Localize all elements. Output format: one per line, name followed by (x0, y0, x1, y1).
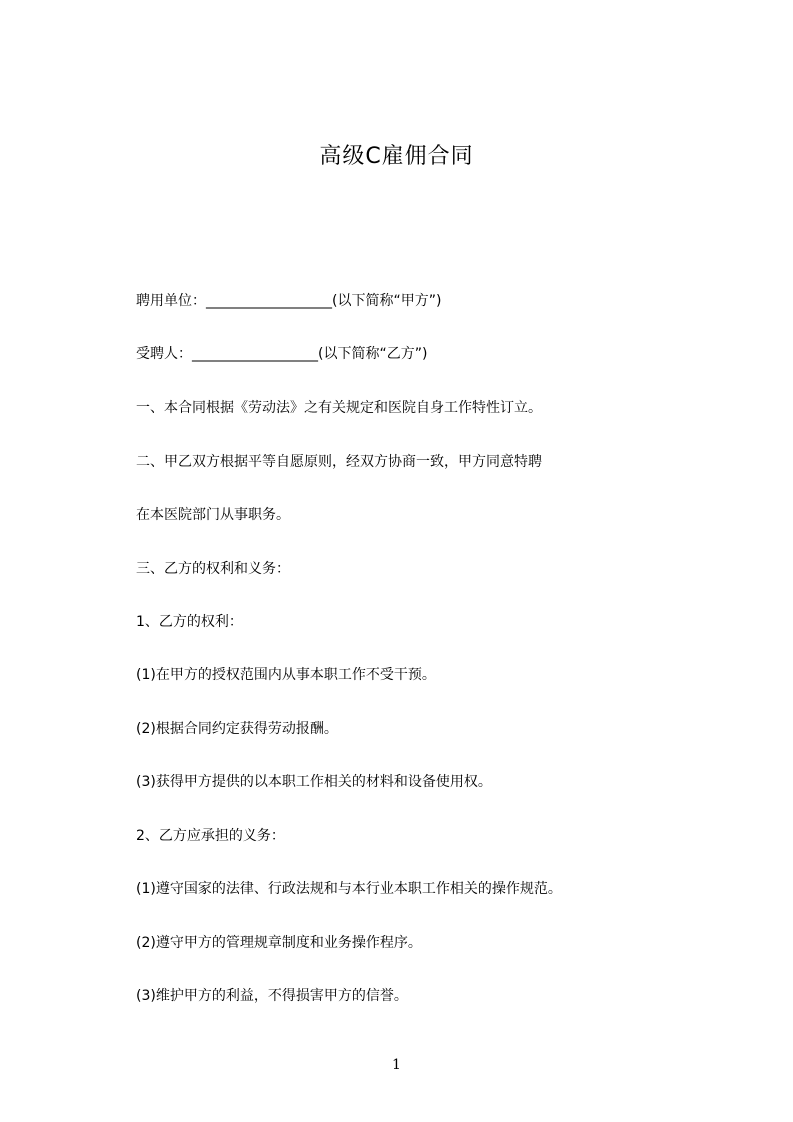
clause-3-heading: 三、乙方的权利和义务： (136, 561, 290, 577)
clause-1: 一、本合同根据《劳动法》之有关规定和医院自身工作特性订立。 (136, 400, 542, 416)
right-item-1: (1)在甲方的授权范围内从事本职工作不受干预。 (136, 667, 436, 683)
right-item-3: (3)获得甲方提供的以本职工作相关的材料和设备使用权。 (136, 774, 492, 790)
document-title: 高级C雇佣合同 (319, 144, 474, 169)
obligations-heading: 2、乙方应承担的义务： (136, 828, 285, 844)
obligation-item-3: (3)维护甲方的利益，不得损害甲方的信誉。 (136, 988, 408, 1004)
rights-heading: 1、乙方的权利： (136, 614, 243, 630)
page-number: 1 (392, 1057, 401, 1073)
employer-line: 聘用单位：__________________(以下简称“甲方”) (136, 293, 442, 309)
right-item-2: (2)根据合同约定获得劳动报酬。 (136, 721, 338, 737)
employee-line: 受聘人：__________________(以下简称“乙方”) (136, 346, 428, 362)
clause-2-continued: 在本医院部门从事职务。 (136, 507, 290, 523)
obligation-item-2: (2)遵守甲方的管理规章制度和业务操作程序。 (136, 935, 422, 951)
obligation-item-1: (1)遵守国家的法律、行政法规和与本行业本职工作相关的操作规范。 (136, 881, 562, 897)
clause-2: 二、甲乙双方根据平等自愿原则，经双方协商一致，甲方同意特聘 (136, 454, 542, 470)
